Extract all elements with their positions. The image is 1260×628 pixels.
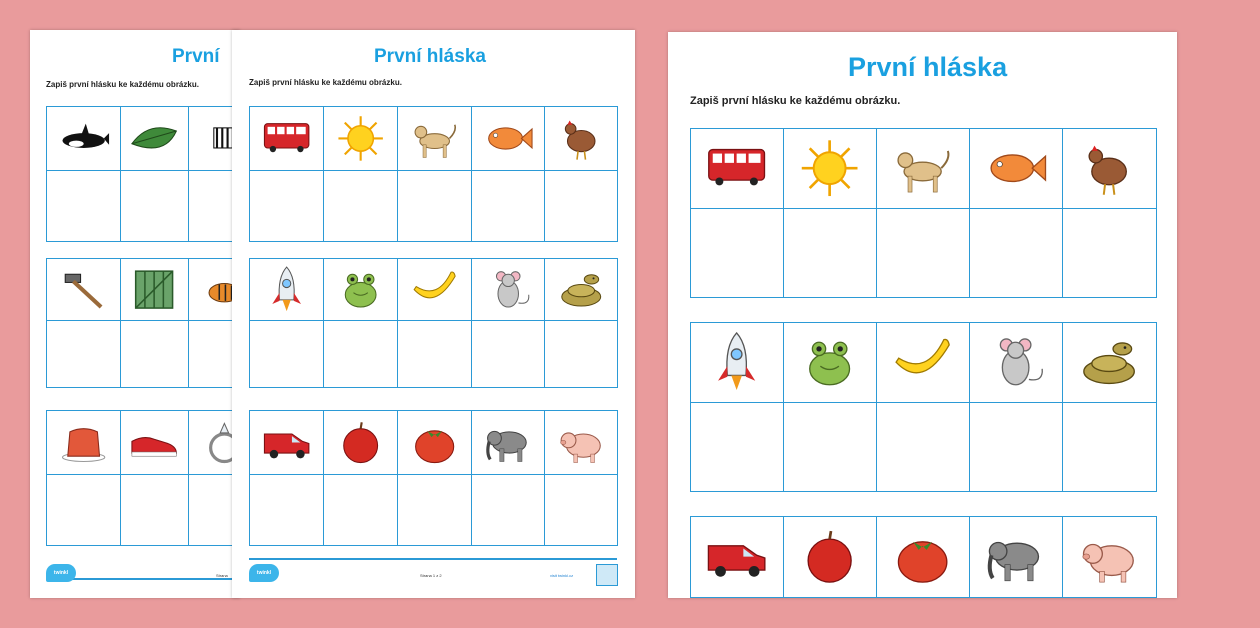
answer-box[interactable] xyxy=(47,475,121,545)
picture-cell xyxy=(784,129,877,209)
picture-cell xyxy=(1063,129,1156,209)
picture-cell xyxy=(1063,517,1156,597)
dog-icon xyxy=(398,107,471,170)
answer-box[interactable] xyxy=(121,171,189,241)
qr-code-icon xyxy=(596,564,618,586)
leaf-icon xyxy=(121,107,188,170)
picture-cell xyxy=(324,107,398,171)
picture-cell xyxy=(398,259,472,321)
picture-cell xyxy=(398,411,472,475)
picture-cell xyxy=(1063,323,1156,403)
picture-cell xyxy=(324,259,398,321)
footer-link: visit twinkl.cz xyxy=(550,573,574,578)
answer-box[interactable] xyxy=(970,403,1063,491)
answer-box[interactable] xyxy=(1063,209,1156,297)
answer-box[interactable] xyxy=(877,403,970,491)
bus-icon xyxy=(691,129,783,208)
worksheet-instruction: Zapiš první hlásku ke každému obrázku. xyxy=(690,95,901,107)
worksheet-front xyxy=(668,32,1177,598)
orca-icon xyxy=(47,107,120,170)
picture-cell xyxy=(877,517,970,597)
answer-box[interactable] xyxy=(472,321,545,387)
picture-row-grid xyxy=(46,106,240,242)
picture-cell xyxy=(250,411,324,475)
mouse-icon xyxy=(970,323,1062,402)
answer-box[interactable] xyxy=(1063,403,1156,491)
elephant-icon xyxy=(970,517,1062,597)
worksheet-title: První xyxy=(172,46,220,67)
picture-cell xyxy=(545,107,617,171)
pig-icon xyxy=(1063,517,1156,597)
footer-line xyxy=(249,558,617,560)
answer-box[interactable] xyxy=(398,321,472,387)
answer-box[interactable] xyxy=(545,475,617,545)
answer-box[interactable] xyxy=(545,321,617,387)
picture-row-grid xyxy=(46,258,240,388)
picture-cell xyxy=(472,107,545,171)
hen-icon xyxy=(1063,129,1156,208)
answer-box[interactable] xyxy=(47,171,121,241)
elephant-icon xyxy=(472,411,544,474)
picture-row-grid xyxy=(249,410,618,546)
picture-cell xyxy=(324,411,398,475)
picture-cell xyxy=(121,259,189,321)
picture-cell xyxy=(545,411,617,475)
picture-cell xyxy=(691,129,784,209)
worksheet-instruction: Zapiš první hlásku ke každému obrázku. xyxy=(249,78,402,87)
picture-row-grid xyxy=(690,516,1157,598)
answer-box[interactable] xyxy=(784,403,877,491)
twinkl-logo: twinkl xyxy=(46,564,76,582)
twinkl-logo: twinkl xyxy=(249,564,279,582)
apple-icon xyxy=(784,517,876,597)
sneaker-icon xyxy=(121,411,188,474)
answer-box[interactable] xyxy=(250,321,324,387)
picture-cell xyxy=(121,107,189,171)
banana-icon xyxy=(877,323,969,402)
answer-box[interactable] xyxy=(472,475,545,545)
answer-box[interactable] xyxy=(47,321,121,387)
worksheet-back xyxy=(30,30,240,598)
picture-cell xyxy=(47,411,121,475)
van-icon xyxy=(691,517,783,597)
answer-box[interactable] xyxy=(545,171,617,241)
picture-cell xyxy=(47,107,121,171)
picture-cell xyxy=(970,129,1063,209)
fish-icon xyxy=(970,129,1062,208)
rocket-icon xyxy=(691,323,783,402)
answer-box[interactable] xyxy=(784,209,877,297)
fish-icon xyxy=(472,107,544,170)
mouse-icon xyxy=(472,259,544,320)
answer-box[interactable] xyxy=(324,171,398,241)
worksheet-middle xyxy=(232,30,635,598)
answer-box[interactable] xyxy=(398,475,472,545)
van-icon xyxy=(250,411,323,474)
answer-box[interactable] xyxy=(250,171,324,241)
answer-box[interactable] xyxy=(324,475,398,545)
rocket-icon xyxy=(250,259,323,320)
jelly-icon xyxy=(47,411,120,474)
answer-box[interactable] xyxy=(970,209,1063,297)
picture-cell xyxy=(47,259,121,321)
bus-icon xyxy=(250,107,323,170)
worksheet-title: První hláska xyxy=(848,52,1008,82)
picture-row-grid xyxy=(46,410,240,546)
picture-cell xyxy=(545,259,617,321)
picture-cell xyxy=(121,411,189,475)
picture-cell xyxy=(877,129,970,209)
answer-box[interactable] xyxy=(250,475,324,545)
footer-line xyxy=(46,578,240,580)
picture-cell xyxy=(691,517,784,597)
hen-icon xyxy=(545,107,617,170)
picture-cell xyxy=(472,259,545,321)
picture-row-grid xyxy=(690,128,1157,298)
gate-icon xyxy=(121,259,188,320)
picture-cell xyxy=(877,323,970,403)
answer-box[interactable] xyxy=(121,321,189,387)
picture-cell xyxy=(970,517,1063,597)
tomato-icon xyxy=(877,517,969,597)
frog-icon xyxy=(784,323,876,402)
picture-cell xyxy=(250,259,324,321)
answer-box[interactable] xyxy=(691,403,784,491)
picture-cell xyxy=(250,107,324,171)
answer-box[interactable] xyxy=(877,209,970,297)
picture-cell xyxy=(784,323,877,403)
picture-cell xyxy=(691,323,784,403)
pig-icon xyxy=(545,411,617,474)
hammer-icon xyxy=(47,259,120,320)
picture-row-grid xyxy=(249,258,618,388)
dog-icon xyxy=(877,129,969,208)
answer-box[interactable] xyxy=(121,475,189,545)
picture-row-grid xyxy=(690,322,1157,492)
frog-icon xyxy=(324,259,397,320)
picture-cell xyxy=(398,107,472,171)
apple-icon xyxy=(324,411,397,474)
answer-box[interactable] xyxy=(324,321,398,387)
picture-cell xyxy=(784,517,877,597)
picture-cell xyxy=(472,411,545,475)
picture-cell xyxy=(970,323,1063,403)
sun-icon xyxy=(324,107,397,170)
picture-row-grid xyxy=(249,106,618,242)
footer-page-text: Strana xyxy=(216,573,228,578)
footer-page-text: Strana 1 z 2 xyxy=(420,573,442,578)
banana-icon xyxy=(398,259,471,320)
sun-icon xyxy=(784,129,876,208)
snake-icon xyxy=(1063,323,1156,402)
answer-box[interactable] xyxy=(691,209,784,297)
worksheet-instruction: Zapiš první hlásku ke každému obrázku. xyxy=(46,80,199,89)
answer-box[interactable] xyxy=(398,171,472,241)
tomato-icon xyxy=(398,411,471,474)
worksheet-title: První hláska xyxy=(374,46,486,67)
snake-icon xyxy=(545,259,617,320)
answer-box[interactable] xyxy=(472,171,545,241)
